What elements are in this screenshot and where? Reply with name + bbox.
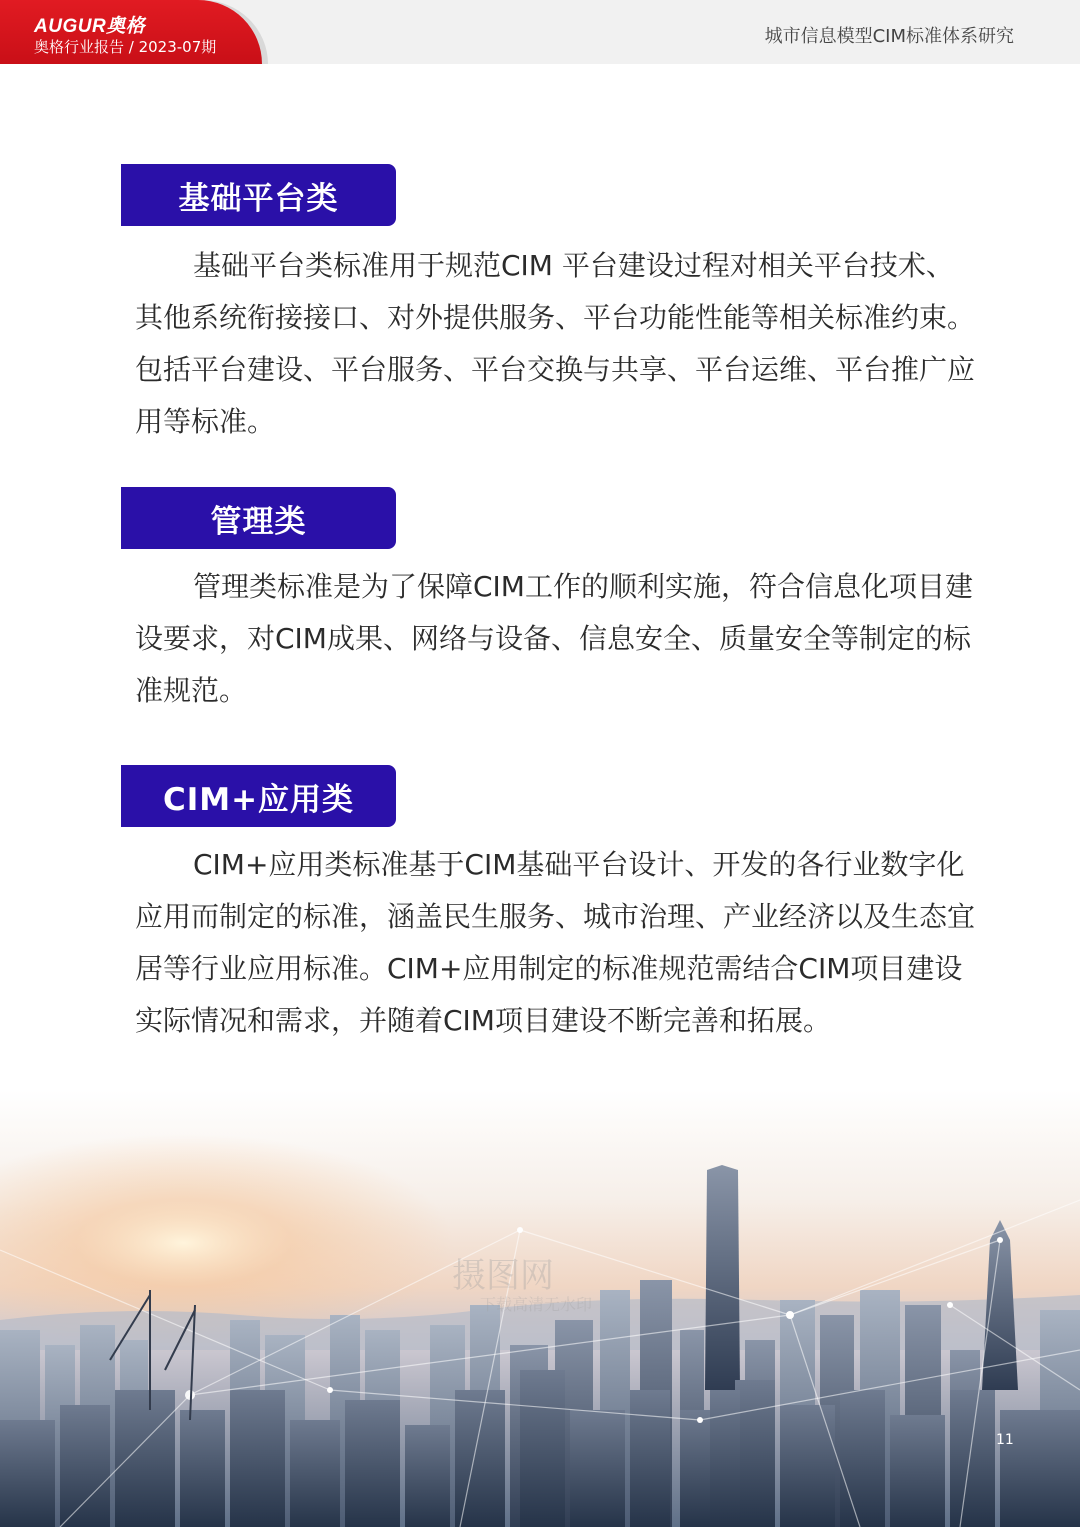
section-body-management: 管理类标准是为了保障CIM工作的顺利实施，符合信息化项目建设要求，对CIM成果、网络与设备、信息安全、质量安全等制定的标准规范。: [135, 570, 973, 707]
section-title-management: 管理类: [121, 487, 396, 549]
page-header: [0, 0, 1080, 64]
watermark-subtext: 下载高清无水印: [480, 1295, 593, 1314]
section-body-cim-application: CIM+应用类标准基于CIM基础平台设计、开发的各行业数字化应用而制定的标准，涵盖民生服务、城市治理、产业经济以及生态宜居等行业应用标准。CIM+应用制定的标准规范需结合CIM项目建设实际情况和需求，并随着CIM项目建设不断完善和拓展。: [135, 848, 976, 1037]
section-title-basic-platform: 基础平台类: [121, 164, 396, 226]
watermark-text: 摄图网: [452, 1256, 554, 1296]
page-number: 11: [996, 1432, 1014, 1448]
augur-logo: AUGUR奥格: [34, 16, 146, 37]
report-title: 城市信息模型CIM标准体系研究: [764, 26, 1014, 47]
section-body-basic-platform: 基础平台类标准用于规范CIM 平台建设过程对相关平台技术、其他系统衔接接口、对外提供服务、平台功能性能等相关标准约束。包括平台建设、平台服务、平台交换与共享、平台运维、平台推广应用等标准。: [135, 249, 976, 438]
issue-label: 奥格行业报告 / 2023-07期: [34, 38, 217, 56]
brand-tab: [0, 0, 262, 64]
section-title-cim-application: CIM+应用类: [121, 765, 396, 827]
